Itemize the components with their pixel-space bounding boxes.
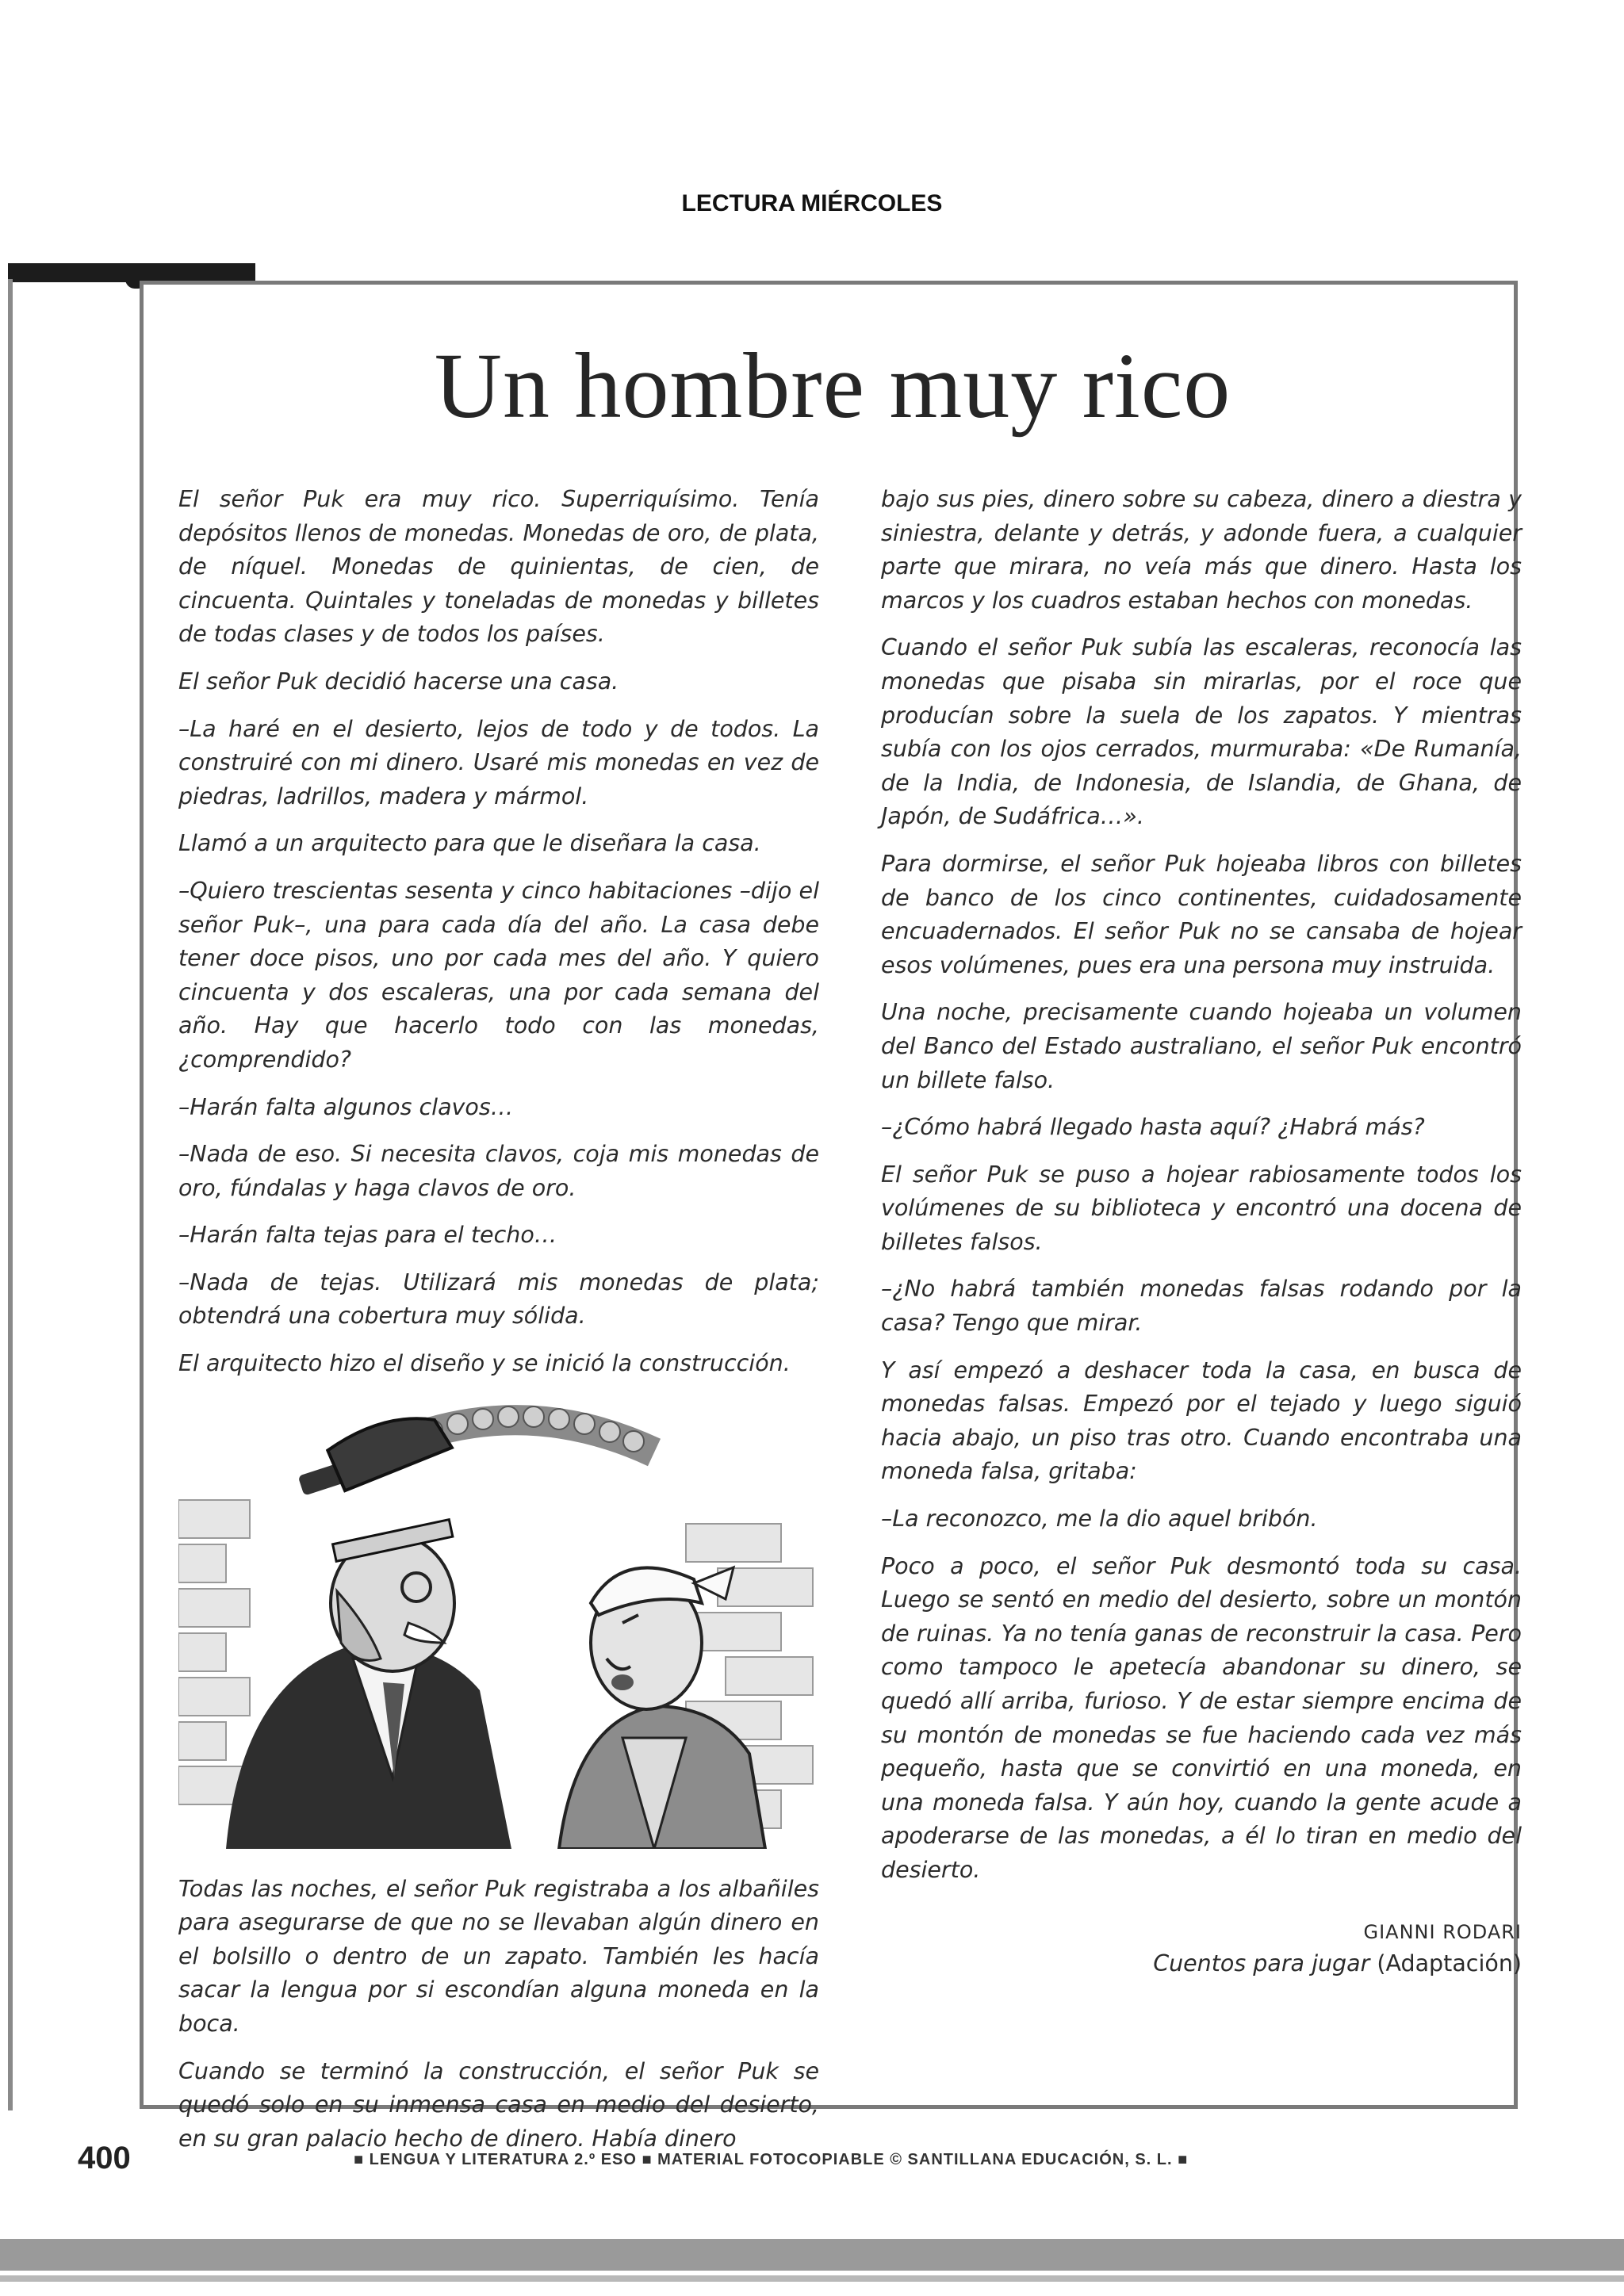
paragraph: Llamó a un arquitecto para que le diseñara la casa. [178, 830, 761, 857]
header-label: LECTURA MIÉRCOLES [681, 190, 943, 216]
adaptation-note: (Adaptación) [1377, 1950, 1522, 1976]
paragraph: –La haré en el desierto, lejos de todo y de todos. La construiré con mi dinero. Usaré mis monedas en vez de piedras, ladrillos, madera y mármol. [178, 715, 819, 809]
source-citation [881, 1948, 1522, 1980]
left-column [178, 483, 819, 2169]
paragraph: Una noche, precisamente cuando hojeaba un volumen del Banco del Estado australiano, el señor Puk encontró un billete falso. [881, 999, 1522, 1093]
right-column [881, 483, 1522, 1980]
paragraph: –Harán falta algunos clavos… [178, 1093, 514, 1120]
paragraph: –Quiero trescientas sesenta y cinco habitaciones –dijo el señor Puk–, una para cada día del año. La casa debe tener doce pisos, uno por cada mes del año. Y quiero cincuenta y dos escaleras, una por cada semana del año. Hay que hacerlo todo con las monedas, ¿comprendido? [178, 877, 819, 1073]
paragraph: El señor Puk decidió hacerse una casa. [178, 668, 619, 695]
paragraph: bajo sus pies, dinero sobre su cabeza, dinero a diestra y siniestra, delante y detrás, y adonde fuera, a cualquier parte que mirara, no veía más que dinero. Hasta los marcos y los cuadros estaban hechos con monedas. [881, 486, 1522, 614]
paragraph: –Nada de tejas. Utilizará mis monedas de plata; obtendrá una cobertura muy sólida. [178, 1269, 819, 1330]
bottom-gray-bar [0, 2239, 1624, 2271]
paragraph: –Nada de eso. Si necesita clavos, coja mis monedas de oro, fúndalas y haga clavos de oro. [178, 1141, 819, 1201]
left-margin-rule [8, 279, 13, 2110]
paragraph: Todas las noches, el señor Puk registraba a los albañiles para asegurarse de que no se llevaban algún dinero en el bolsillo o dentro de un zapato. También les hacía sacar la lengua por si escondían alguna moneda en la boca. [178, 1875, 819, 2038]
paragraph: –Harán falta tejas para el techo… [178, 1222, 557, 1249]
illustration-puk-and-mason [178, 1405, 821, 1849]
bottom-gray-line [0, 2275, 1624, 2282]
paragraph: El señor Puk era muy rico. Superriquísimo. Tenía depósitos llenos de monedas. Monedas de oro, de plata, de níquel. Monedas de quinientas, de cien, de cincuenta. Quintales y toneladas de monedas y billetes de todas clases y de todos los países. [178, 486, 819, 648]
paragraph: El arquitecto hizo el diseño y se inició la construcción. [178, 1350, 791, 1377]
reading-frame [140, 281, 1522, 2152]
story-title: Un hombre muy rico [434, 334, 1231, 438]
page-number: 400 [78, 2141, 131, 2175]
author-name: GIANNI RODARI [1363, 1920, 1522, 1943]
paragraph: –¿Cómo habrá llegado hasta aquí? ¿Habrá más? [881, 1114, 1425, 1141]
paragraph: Para dormirse, el señor Puk hojeaba libros con billetes de banco de los cinco continentes, cuidadosamente encuadernados. El señor Puk no se cansaba de hojear esos volúmenes, pues era una persona muy instruida. [881, 850, 1522, 978]
paragraph: Cuando se terminó la construcción, el señor Puk se quedó solo en su inmensa casa en medio del desierto, en su gran palacio hecho de dinero. Había dinero [178, 2057, 819, 2152]
paragraph: Poco a poco, el señor Puk desmontó toda su casa. Luego se sentó en medio del desierto, sobre un montón de ruinas. Ya no tenía ganas de reconstruir la casa. Pero como tampoco le apetecía abandonar su dinero, se quedó allí arriba, furioso. Y de estar siempre encima de su montón de monedas se fue haciendo cada vez más pequeño, hasta que se convirtió en una moneda, en una moneda falsa. Y aún hoy, cuando la gente acude a apoderarse de las monedas, a él lo tiran en medio del desierto. [881, 1552, 1522, 1883]
paragraph: El señor Puk se puso a hojear rabiosamente todos los volúmenes de su biblioteca y encontró una docena de billetes falsos. [881, 1161, 1522, 1255]
book-title: Cuentos para jugar [1153, 1950, 1370, 1976]
footer-text: ■ LENGUA Y LITERATURA 2.º ESO ■ MATERIAL FOTOCOPIABLE © SANTILLANA EDUCACIÓN, S. L. ■ [354, 2151, 1189, 2168]
paragraph: –¿No habrá también monedas falsas rodando por la casa? Tengo que mirar. [881, 1276, 1522, 1337]
paragraph: Cuando el señor Puk subía las escaleras, reconocía las monedas que pisaba sin mirarlas, por el roce que producían sobre la suela de los zapatos. Y mientras subía con los ojos cerrados, murmuraba: «De Rumanía, de la India, de Indonesia, de Islandia, de Ghana, de Japón, de Sudáfrica…». [881, 634, 1522, 830]
paragraph: Y así empezó a deshacer toda la casa, en busca de monedas falsas. Empezó por el tejado y luego siguió hacia abajo, un piso tras otro. Cuando encontraba una moneda falsa, gritaba: [881, 1357, 1522, 1485]
paragraph: –La reconozco, me la dio aquel bribón. [881, 1506, 1318, 1533]
